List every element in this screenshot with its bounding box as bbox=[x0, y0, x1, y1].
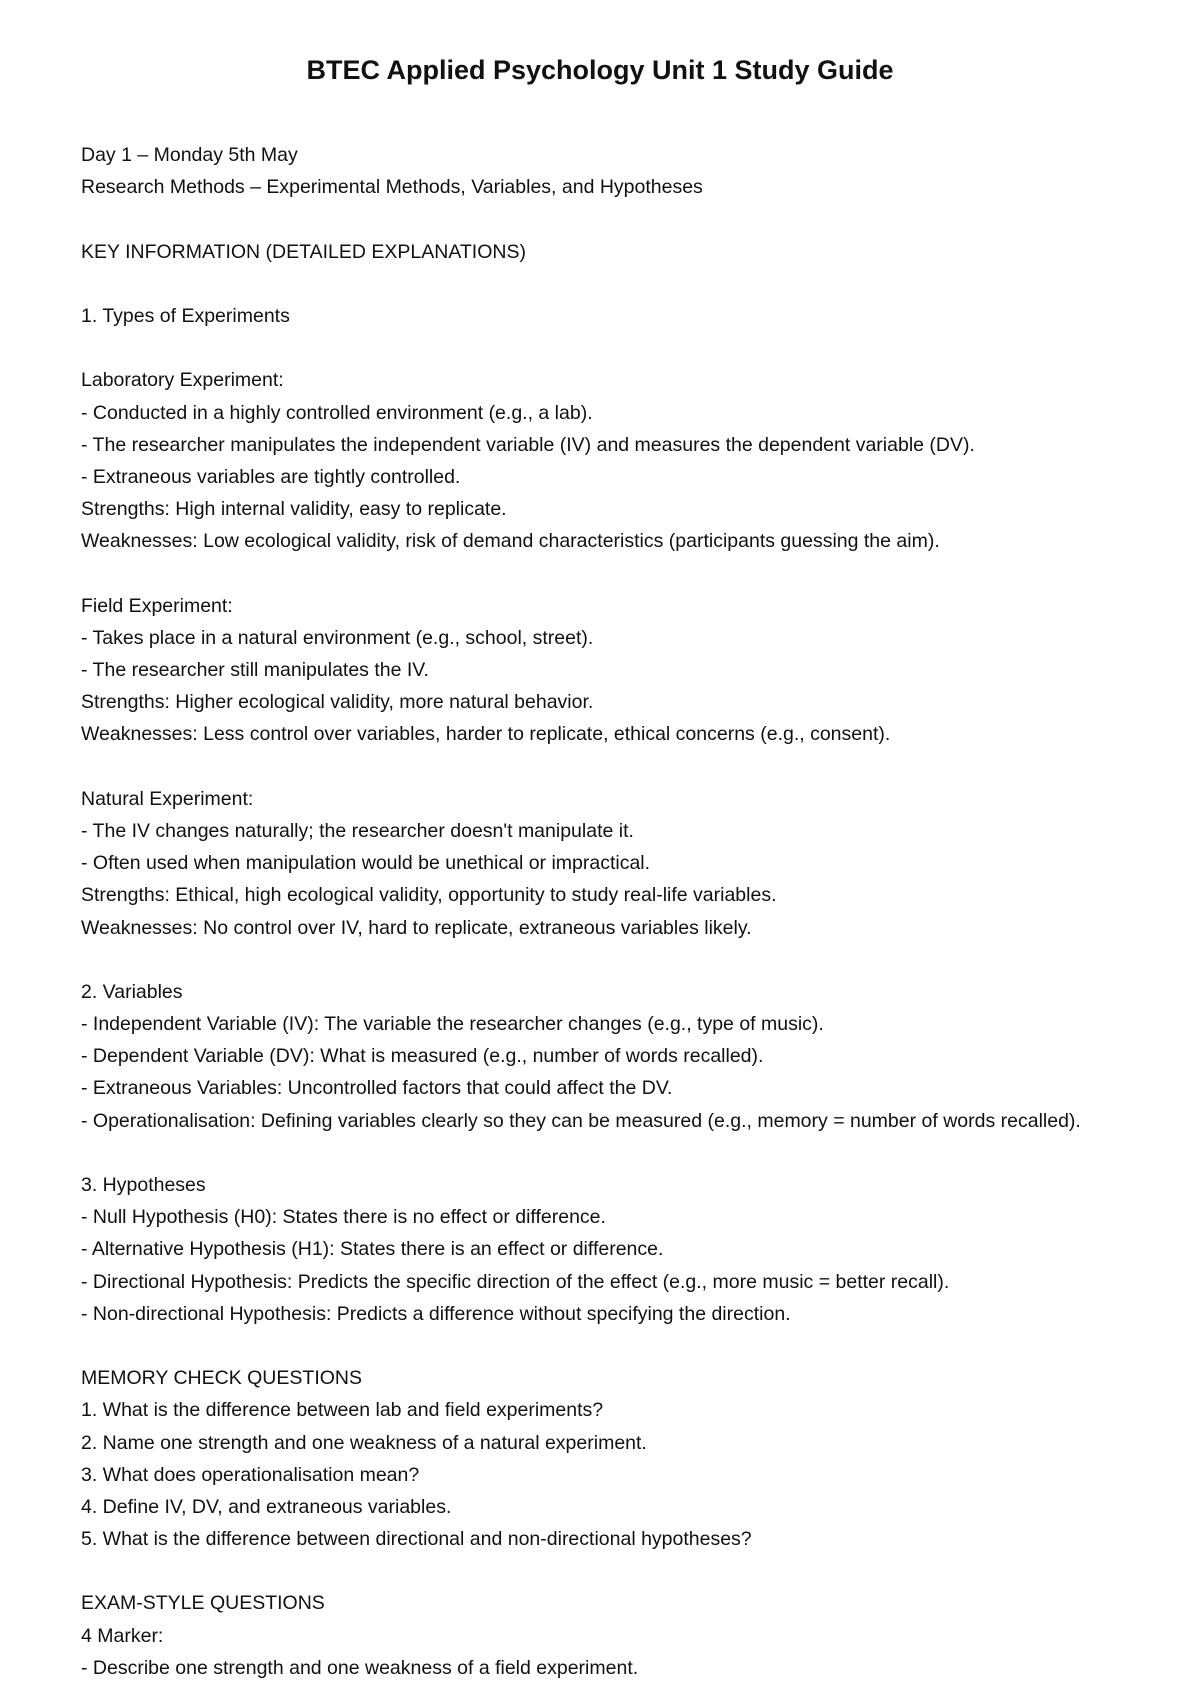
exam-question: - Describe one strength and one weakness of a field experiment. bbox=[81, 1656, 639, 1679]
memory-question: 4. Define IV, DV, and extraneous variables. bbox=[81, 1495, 452, 1518]
key-info-heading: KEY INFORMATION (DETAILED EXPLANATIONS) bbox=[81, 240, 526, 263]
hypotheses-point: - Null Hypothesis (H0): States there is no effect or difference. bbox=[81, 1206, 606, 1229]
variables-heading: 2. Variables bbox=[81, 980, 183, 1003]
variables-point: - Dependent Variable (DV): What is measured (e.g., number of words recalled). bbox=[81, 1045, 764, 1068]
spacer bbox=[81, 1555, 1200, 1587]
spacer bbox=[81, 751, 1200, 783]
field-point: - Takes place in a natural environment (e.g., school, street). bbox=[81, 626, 594, 649]
document-title: BTEC Applied Psychology Unit 1 Study Guide bbox=[306, 55, 894, 85]
hypotheses-point: - Alternative Hypothesis (H1): States there is an effect or difference. bbox=[81, 1238, 664, 1261]
document-body bbox=[81, 139, 1200, 1684]
exam-heading: EXAM-STYLE QUESTIONS bbox=[81, 1592, 325, 1615]
spacer bbox=[81, 332, 1200, 364]
spacer bbox=[81, 944, 1200, 976]
spacer bbox=[81, 268, 1200, 300]
types-heading: 1. Types of Experiments bbox=[81, 304, 290, 327]
lab-weaknesses: Weaknesses: Low ecological validity, risk of demand characteristics (participants guessing the aim). bbox=[81, 530, 940, 553]
natural-experiment-heading: Natural Experiment: bbox=[81, 787, 254, 810]
field-strengths: Strengths: Higher ecological validity, more natural behavior. bbox=[81, 691, 594, 714]
hypotheses-point: - Directional Hypothesis: Predicts the specific direction of the effect (e.g., more music = better recall). bbox=[81, 1270, 950, 1293]
lab-point: - The researcher manipulates the independent variable (IV) and measures the dependent variable (DV). bbox=[81, 433, 975, 456]
variables-point: - Extraneous Variables: Uncontrolled factors that could affect the DV. bbox=[81, 1077, 673, 1100]
spacer bbox=[81, 1137, 1200, 1169]
field-point: - The researcher still manipulates the IV. bbox=[81, 659, 429, 681]
variables-point: - Operationalisation: Defining variables clearly so they can be measured (e.g., memory = number of words recalled). bbox=[81, 1109, 1081, 1132]
variables-point: - Independent Variable (IV): The variable the researcher changes (e.g., type of music). bbox=[81, 1013, 824, 1036]
lab-point: - Conducted in a highly controlled environment (e.g., a lab). bbox=[81, 401, 593, 424]
lab-strengths: Strengths: High internal validity, easy to replicate. bbox=[81, 498, 507, 521]
memory-question: 2. Name one strength and one weakness of a natural experiment. bbox=[81, 1431, 647, 1454]
lab-point: - Extraneous variables are tightly controlled. bbox=[81, 465, 461, 488]
spacer bbox=[81, 203, 1200, 235]
memory-question: 5. What is the difference between directional and non-directional hypotheses? bbox=[81, 1528, 752, 1551]
exam-marker: 4 Marker: bbox=[81, 1624, 164, 1647]
hypotheses-point: - Non-directional Hypothesis: Predicts a difference without specifying the direction. bbox=[81, 1302, 791, 1325]
natural-weaknesses: Weaknesses: No control over IV, hard to replicate, extraneous variables likely. bbox=[81, 916, 752, 939]
field-experiment-heading: Field Experiment: bbox=[81, 594, 233, 617]
hypotheses-heading: 3. Hypotheses bbox=[81, 1174, 206, 1196]
day-heading: Day 1 – Monday 5th May bbox=[81, 144, 298, 166]
topic-line: Research Methods – Experimental Methods, Variables, and Hypotheses bbox=[81, 176, 703, 199]
memory-check-heading: MEMORY CHECK QUESTIONS bbox=[81, 1367, 362, 1390]
spacer bbox=[81, 557, 1200, 589]
field-weaknesses: Weaknesses: Less control over variables, harder to replicate, ethical concerns (e.g., consent). bbox=[81, 723, 891, 746]
natural-point: - The IV changes naturally; the researcher doesn't manipulate it. bbox=[81, 819, 634, 842]
spacer bbox=[81, 1330, 1200, 1362]
natural-point: - Often used when manipulation would be unethical or impractical. bbox=[81, 852, 651, 875]
memory-question: 3. What does operationalisation mean? bbox=[81, 1463, 420, 1486]
memory-question: 1. What is the difference between lab and field experiments? bbox=[81, 1399, 604, 1422]
lab-experiment-heading: Laboratory Experiment: bbox=[81, 369, 284, 392]
natural-strengths: Strengths: Ethical, high ecological validity, opportunity to study real-life variables. bbox=[81, 884, 777, 907]
